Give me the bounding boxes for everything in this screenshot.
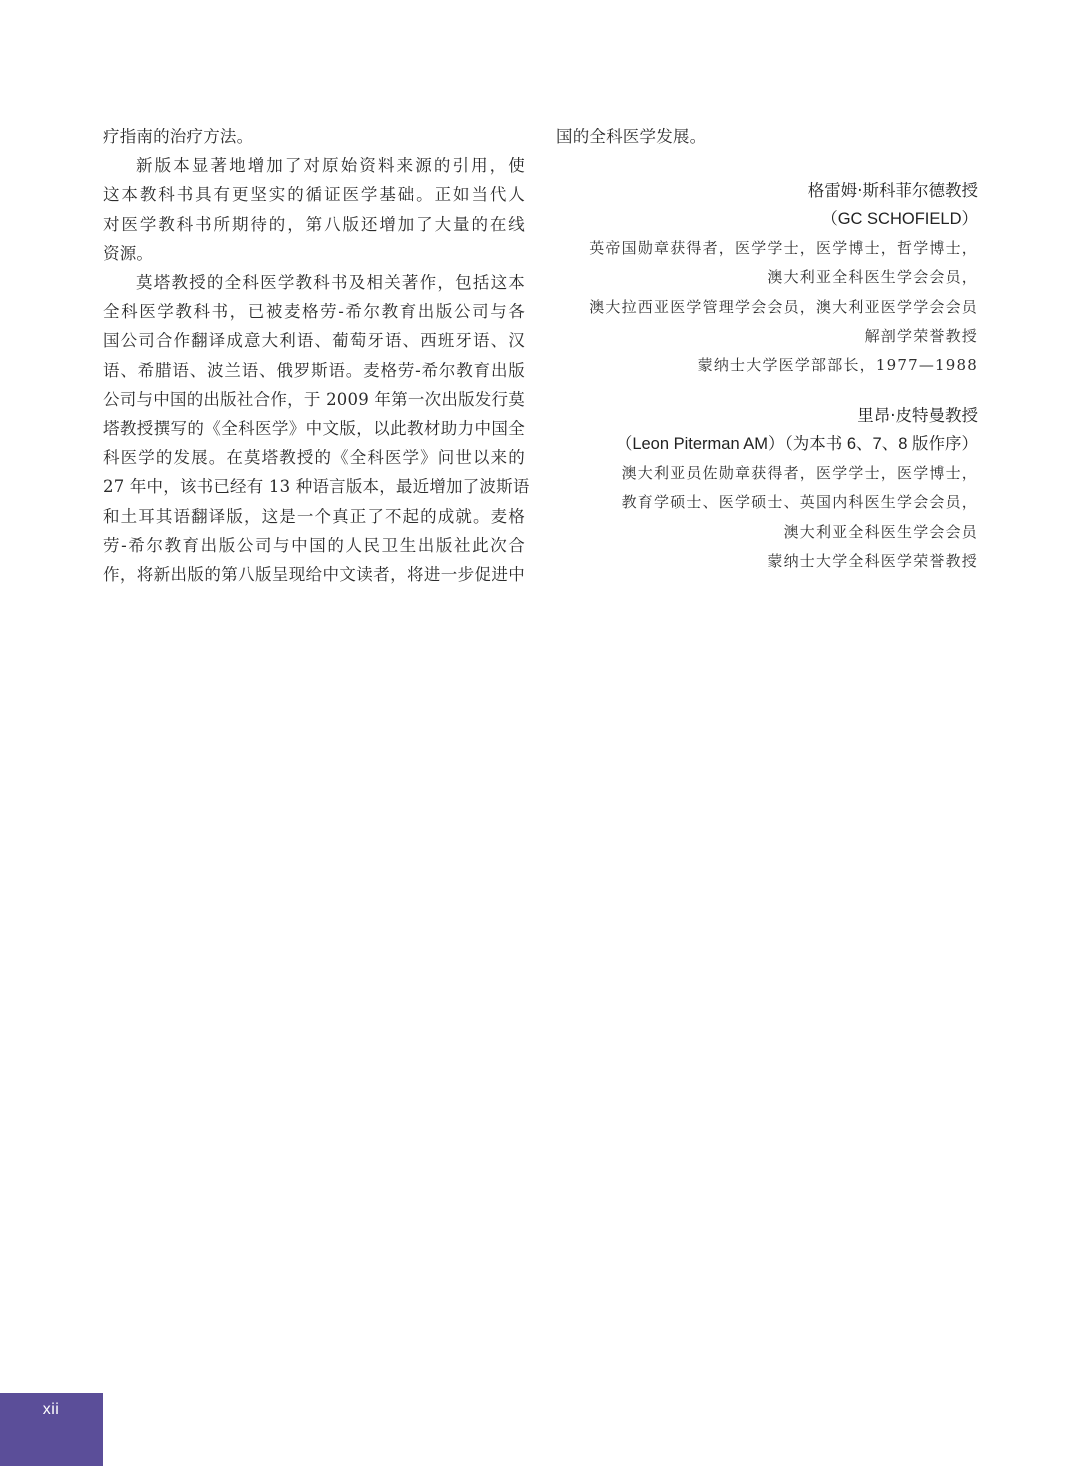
text-line: 这本教科书具有更坚实的循证医学基础。正如当代人 [103,185,525,205]
text-line: 劳-希尔教育出版公司与中国的人民卫生出版社此次合 [103,535,525,555]
credential-line: 蒙纳士大学医学部部长，1977—1988 [697,356,978,375]
credential-line: 澳大利亚员佐勋章获得者，医学学士，医学博士， [621,464,978,483]
paragraph-2 [103,151,525,268]
signatory-name: 里昂·皮特曼教授 [857,406,978,426]
text-line: 新版本显著地增加了对原始资料来源的引用，使 [136,156,525,176]
page-number-tab [0,1393,103,1466]
text-line: 作，将新出版的第八版呈现给中文读者，将进一步促进中 [103,565,525,585]
text-line: 全科医学教科书，已被麦格劳-希尔教育出版公司与各 [103,302,525,322]
text-line: 疗指南的治疗方法。 [103,127,254,146]
text-line: 莫塔教授的全科医学教科书及相关著作，包括这本 [136,273,525,293]
page-number: xii [42,1401,60,1418]
paragraph-continuation [556,122,978,151]
text-line: 国的全科医学发展。 [556,127,707,146]
signatory-latin-name: （Leon Piterman AM）（为本书 6、7、8 版作序） [615,435,978,454]
text-line: 对医学教科书所期待的，第八版还增加了大量的在线 [103,214,525,234]
text-line: 和土耳其语翻译版，这是一个真正了不起的成就。麦格 [103,506,525,526]
credential-line: 澳大利亚全科医生学会会员， [767,268,978,287]
signatory-name: 格雷姆·斯科菲尔德教授 [807,181,978,201]
credential-line: 澳大利亚全科医生学会会员 [783,522,978,541]
credential-line: 澳大拉西亚医学管理学会会员，澳大利亚医学学会会员 [589,297,978,316]
credential-line: 教育学硕士、医学硕士、英国内科医生学会会员， [621,493,978,512]
signature-piterman [556,402,978,576]
credential-line: 解剖学荣誉教授 [864,326,978,345]
right-column [556,122,978,576]
signature-schofield [556,177,978,380]
text-line: 语、希腊语、波兰语、俄罗斯语。麦格劳-希尔教育出版 [103,360,525,380]
text-line: 科医学的发展。在莫塔教授的《全科医学》问世以来的 [103,448,525,468]
credential-line: 英帝国勋章获得者，医学学士，医学博士，哲学博士， [589,239,978,258]
paragraph-3 [103,268,530,589]
text-line: 公司与中国的出版社合作，于 2009 年第一次出版发行莫 [103,389,525,409]
signatory-latin-name: （GC SCHOFIELD） [821,210,978,229]
text-line: 塔教授撰写的《全科医学》中文版，以此教材助力中国全 [103,419,525,439]
text-line: 27 年中，该书已经有 13 种语言版本，最近增加了波斯语 [103,477,530,497]
left-column [103,122,530,589]
text-line: 国公司合作翻译成意大利语、葡萄牙语、西班牙语、汉 [103,331,525,351]
text-line: 资源。 [103,243,154,263]
paragraph-1 [103,122,525,151]
credential-line: 蒙纳士大学全科医学荣誉教授 [767,551,978,570]
